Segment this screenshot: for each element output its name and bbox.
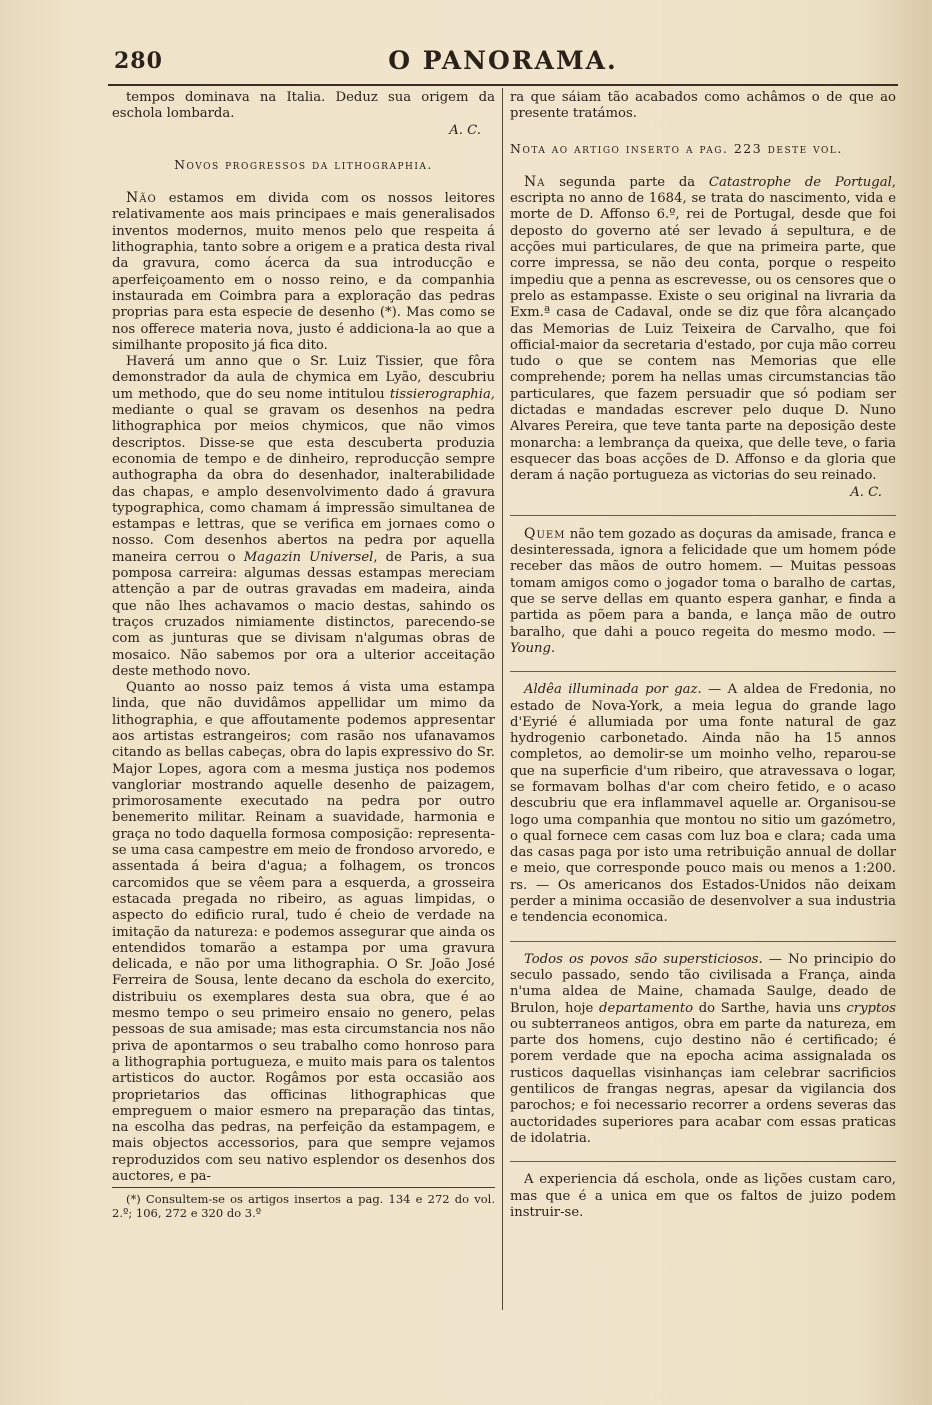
note-heading: Nota ao artigo inserto a pag. 223 deste vol. <box>510 140 843 156</box>
quote-author: Young. <box>510 640 556 656</box>
continued-paragraph: ra que sáiam tão acabados como achâmos o de que ao presente tratámos. <box>510 90 896 122</box>
left-column <box>112 90 495 1220</box>
paragraph-text: Haverá um anno que o Sr. Luiz Tissier, que fôra demonstrador da aula de chymica em Lyão, descubriu um methodo, que do seu nome intitulou <box>112 354 495 402</box>
page-header <box>108 46 898 80</box>
paragraph-text: , escripta no anno de 1684, se trata do nascimento, vida e morte de D. Affonso 6.º, rei de Portugal, desde que foi deposto do governo até ser levado á sepultura, e de acções mui particulares, de que na primeira parte, que corre impressa, se não deu conta, porque o respeito impediu que a penna as escrevesse, ou os censores que o prelo as estampasse. Existe o seu original na livraria da Exm.ª casa de Cadaval, onde se diz que fôra alcançado das Memorias de Luiz Teixeira de Carvalho, que foi official-maior da secretaria d'estado, por cuja mão correu tudo o que se contem nas Memorias que elle comprehende; porem ha nellas umas circumstancias tão particulares, que fazem persuadir que só podiam ser dictadas e mandadas escrever pelo duque D. Nuno Alvares Pereira, que teve tanta parte na deposição deste monarcha: a lembrança da queixa, que delle teve, o faria esquecer das boas acções de D. Affonso e da gloria que deram á nação portugueza as victorias do seu reinado. <box>510 174 896 484</box>
paragraph-text: segunda parte da <box>545 174 709 190</box>
italic-title: Catastrophe de Portugal <box>708 174 892 190</box>
section-separator <box>510 671 896 672</box>
section-separator <box>510 1161 896 1162</box>
paragraph-text: mediante o qual se gravam os desenhos na pedra lithographica por meios chymicos, que não vimos descriptos. Disse-se que esta descuberta produzia economia de tempo e de dinheiro, reproducção sempre authographa da obra do desenhador, inalterabilidade das chapas, e amplo desenvolvimento dado á gravura typographica, como chamam á impressão simultanea de estampas e lettras, que se verifica em jornaes como o nosso. Com desenhos abertos na pedra por aquella maneira cerrou o <box>112 403 495 565</box>
right-column <box>510 90 896 1221</box>
section-separator <box>510 941 896 942</box>
signature: A. C. <box>850 484 882 500</box>
news-paragraph <box>510 682 896 926</box>
paragraph-text: do Sarthe, havia uns <box>693 1000 847 1016</box>
paragraph-text: , de Paris, a sua pomposa carreira: algumas dessas estampas mereciam attenção a par de outras gravadas em madeira, ainda que não lhes achavamos o macio destas, sahindo os traços cruzados nimiamente distinctos, parecendo-se com as junturas que se divisam n'algumas obras de mosaico. Não sabemos por ora a ulterior acceitação deste methodo novo. <box>112 549 495 679</box>
italic-term: tissierographia, <box>389 386 495 402</box>
column-divider <box>502 88 503 1310</box>
italic-term: departamento <box>599 1000 694 1016</box>
article-paragraph: Quanto ao nosso paiz temos á vista uma estampa linda, que não duvidâmos appellidar um mimo da lithographia, e que affoutamente podemos appresentar aos artistas estrangeiros; com rasão nos ufanavamos citando as bellas cabeças, obra do lapis expressivo do Sr. Major Lopes, agora com a mesma justiça nos podemos vangloriar mostrando aquelle desenho de paizagem, primorosamente executado na pedra por outro benemerito militar. Reinam a suavidade, harmonia e graça no todo daquella formosa composição: representa-se uma casa campestre em meio de frondoso arvoredo, e assentada á beira d'agua; a folhagem, os troncos carcomidos que se vêem para a esquerda, a grosseira estacada pregada no ribeiro, as aguas limpidas, o aspecto do edificio rural, tudo é cheio de verdade na imitação da natureza: e podemos assegurar que ainda os entendidos tomarão a estampa por uma gravura delicada, e não por uma lithographia. O Sr. João José Ferreira de Sousa, lente decano da eschola do exercito, distribuiu os exemplares desta sua obra, que é ao mesmo tempo o seu primeiro ensaio no genero, pelas pessoas de sua amisade; mas esta circumstancia nos não priva de apontarmos o seu trabalho como honroso para a lithographia portugueza, e muito mais para os talentos artisticos do auctor. Rogâmos por esta occasião aos proprietarios das officinas lithographicas que empreguem o maior esmero na preparação das tintas, na escolha das pedras, na perfeição da estampagem, e mais objectos accessorios, para que sempre vejamos reproduzidos com seu nativo esplendor os desenhos dos auctores, e pa- <box>112 680 495 1184</box>
paragraph-text: não tem gozado as doçuras da amisade, franca e desinteressada, ignora a felicidade que um homem póde receber das mãos de outro homem. — Muitas pessoas tomam amigos como o jogador toma o baralho de cartas, que se serve dellas em quanto espera ganhar, e finda a partida as põem para a banda, e lança mão de outro baralho, que dahi a pouco regeita do mesmo modo. — <box>510 526 896 640</box>
news-title: Aldêa illuminada por gaz. <box>524 682 702 698</box>
article-heading: Novos progressos da lithographia. <box>174 156 433 172</box>
news-title: Todos os povos são supersticiosos. <box>524 951 763 967</box>
article-paragraph <box>112 354 495 680</box>
footnote-rule <box>112 1187 495 1188</box>
paragraph-text: estamos em divida com os nossos leitores relativamente aos mais principaes e mais generalisados inventos modernos, muito menos pelo que respeita á lithographia, tanto sobre a origem e a pratica desta rival da gravura, como ácerca da sua introducção e aperfeiçoamento em o nosso reino, e da companhia instaurada em Coimbra para a exploração das pedras proprias para esta especie de desenho (*). Mas como se nos offerece materia nova, justo é addiciona-la ao que a similhante proposito já fica dito. <box>112 191 495 353</box>
signature: A. C. <box>449 122 481 138</box>
continued-paragraph: tempos dominava na Italia. Deduz sua origem da eschola lombarda. <box>112 90 495 122</box>
paragraph-text: — No principio do seculo passado, sendo tão civilisada a França, ainda n'uma aldea de Maine, chamada Saulge, deado de Brulon, hoje <box>510 951 896 1016</box>
initial-word: Quem <box>524 525 566 542</box>
paragraph-text: — A aldea de Fredonia, no estado de Nova-York, a meia legua do grande lago d'Eyrié é allumiada por uma fonte natural de gaz hydrogenio carbonetado. Ainda não ha 15 annos completos, ao demolir-se um moinho velho, reparou-se que na superficie d'um ribeiro, que atravessava o logar, se formavam bolhas d'ar com cheiro fetido, e o acaso descubriu que era inflammavel aquelle ar. Organisou-se logo uma companhia que montou no sitio um gazómetro, o qual fornece cem casas com luz boa e clara; cada uma das casas paga por isto uma retribuição annual de dollar e meio, que corresponde pouco mais ou menos a 1:200. rs. — Os americanos dos Estados-Unidos não deixam perder a minima occasião de desenvolver a sua industria e tendencia economica. <box>510 682 896 926</box>
maxim-paragraph: A experiencia dá eschola, onde as lições custam caro, mas que é a unica em que os faltos de juizo podem instruir-se. <box>510 1172 896 1220</box>
italic-term: cryptos <box>846 1000 896 1016</box>
news-paragraph <box>510 952 896 1148</box>
footnote: (*) Consultem-se os artigos insertos a pag. 134 e 272 do vol. 2.º; 106, 272 e 320 do 3.º <box>112 1192 495 1221</box>
section-separator <box>510 515 896 516</box>
page-number: 280 <box>114 48 163 74</box>
italic-title: Magazin Universel <box>243 549 374 565</box>
article-paragraph <box>112 190 495 354</box>
header-rule <box>108 84 898 86</box>
journal-title: O PANORAMA. <box>388 46 618 75</box>
paragraph-text: ou subterraneos antigos, obra em parte da natureza, em parte dos homens, cujo destino não é certificado; é porem verdade que na epocha acima assignalada os rusticos daquellas visinhanças iam celebrar sacrificios gentilicos de frangas negras, apesar da vigilancia dos parochos; e foi necessario recorrer a ordens severas das auctoridades superiores para acabar com essas praticas de idolatria. <box>510 1016 896 1146</box>
initial-word: Não <box>126 190 157 207</box>
quote-paragraph <box>510 526 896 657</box>
initial-word: Na <box>524 173 546 190</box>
note-paragraph <box>510 174 896 485</box>
